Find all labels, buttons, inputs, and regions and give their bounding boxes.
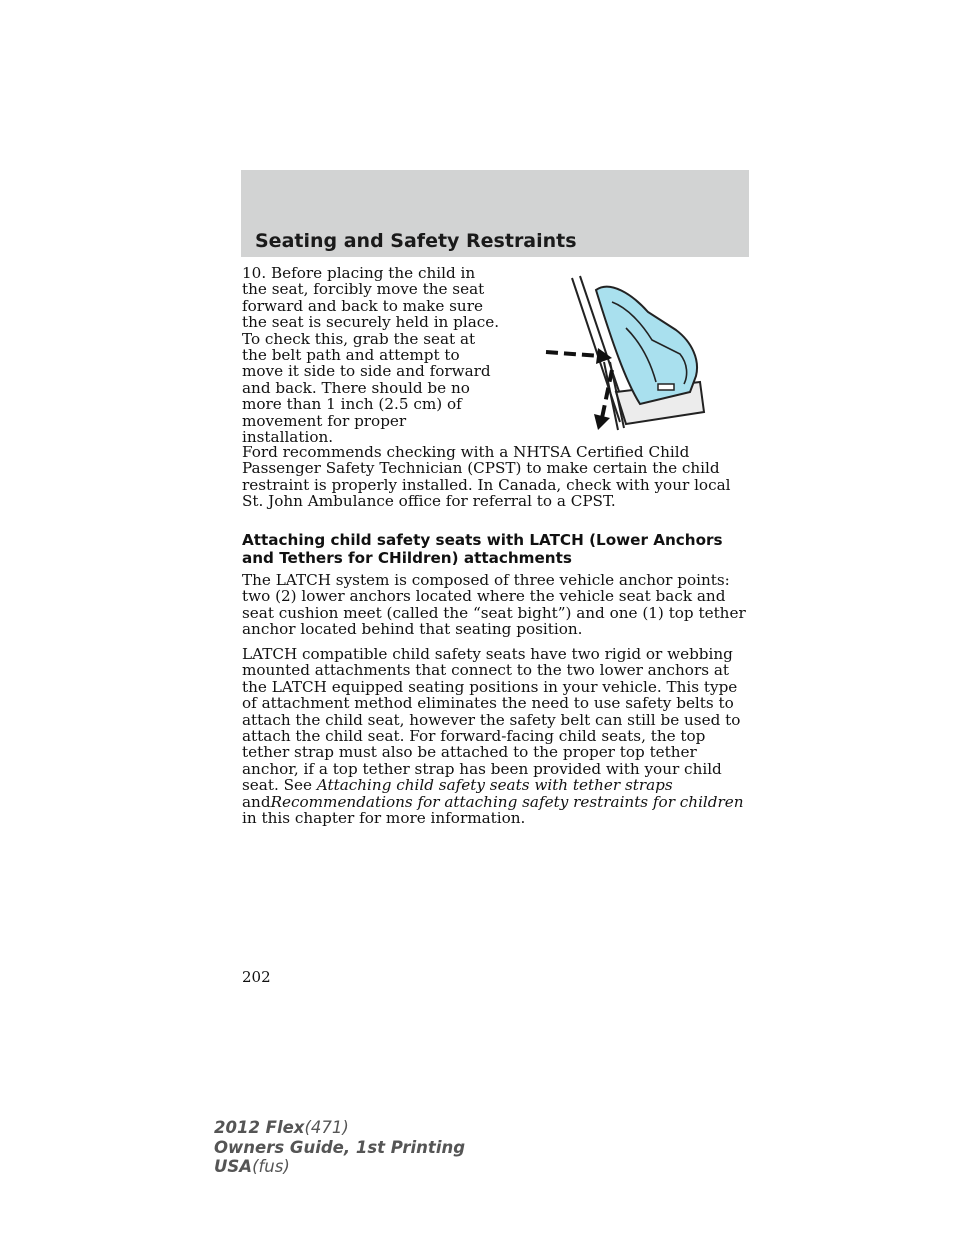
latch-heading: Attaching child safety seats with LATCH (Lower Anchors and Tethers for CHildren) attachments <box>242 531 723 567</box>
latch-p2-part2: and <box>242 792 271 811</box>
footer-region: USA <box>214 1157 253 1176</box>
latch-paragraph-1: The LATCH system is composed of three vehicle anchor points: two (2) lower anchors located where the vehicle seat back and seat cushion meet (called the “seat bight”) and one (1) top tether anchor located behind that seating position. <box>242 571 746 639</box>
latch-p2-part3: in this chapter for more information. <box>242 809 526 828</box>
latch-paragraph-2 <box>242 646 752 826</box>
latch-p2-part1: LATCH compatible child safety seats have two rigid or webbing mounted attachments that connect to the two lower anchors at the LATCH equipped seating positions in your vehicle. This type of attachment method eliminates the need to use safety belts to attach the child seat, however the safety belt can still be used to attach the child seat. For forward-facing child seats, the top tether strap must also be attached to the proper top tether anchor, if a top tether strap has been provided with your child seat. See <box>242 645 741 795</box>
footer-model: 2012 Flex <box>214 1118 305 1137</box>
step-10-text: 10. Before placing the child in the seat, forcibly move the seat forward and back to make sure the seat is securely held in place. To check this, grab the seat at the belt path and attempt to move it side to side and forward and back. There should be no more than 1 inch (2.5 cm) of movement for proper installation. <box>242 264 500 447</box>
page-number: 202 <box>242 968 271 986</box>
print-footer <box>214 1118 465 1177</box>
footer-model-code: (471) <box>304 1118 349 1137</box>
child-seat-illustration <box>540 272 718 436</box>
ford-recommends-paragraph: Ford recommends checking with a NHTSA Certified Child Passenger Safety Technician (CPST) to make certain the child restraint is properly installed. In Canada, check with your local St. John Ambulance office for referral to a CPST. <box>242 443 731 511</box>
tether-straps-reference: Attaching child safety seats with tether straps <box>316 776 673 795</box>
forward-back-arrow <box>546 352 600 356</box>
footer-guide: Owners Guide, 1st Printing <box>214 1137 466 1157</box>
footer-region-code: (fus) <box>252 1157 290 1176</box>
section-title: Seating and Safety Restraints <box>255 230 577 252</box>
recommendations-reference: Recommendations for attaching safety restraints for children <box>270 792 744 811</box>
